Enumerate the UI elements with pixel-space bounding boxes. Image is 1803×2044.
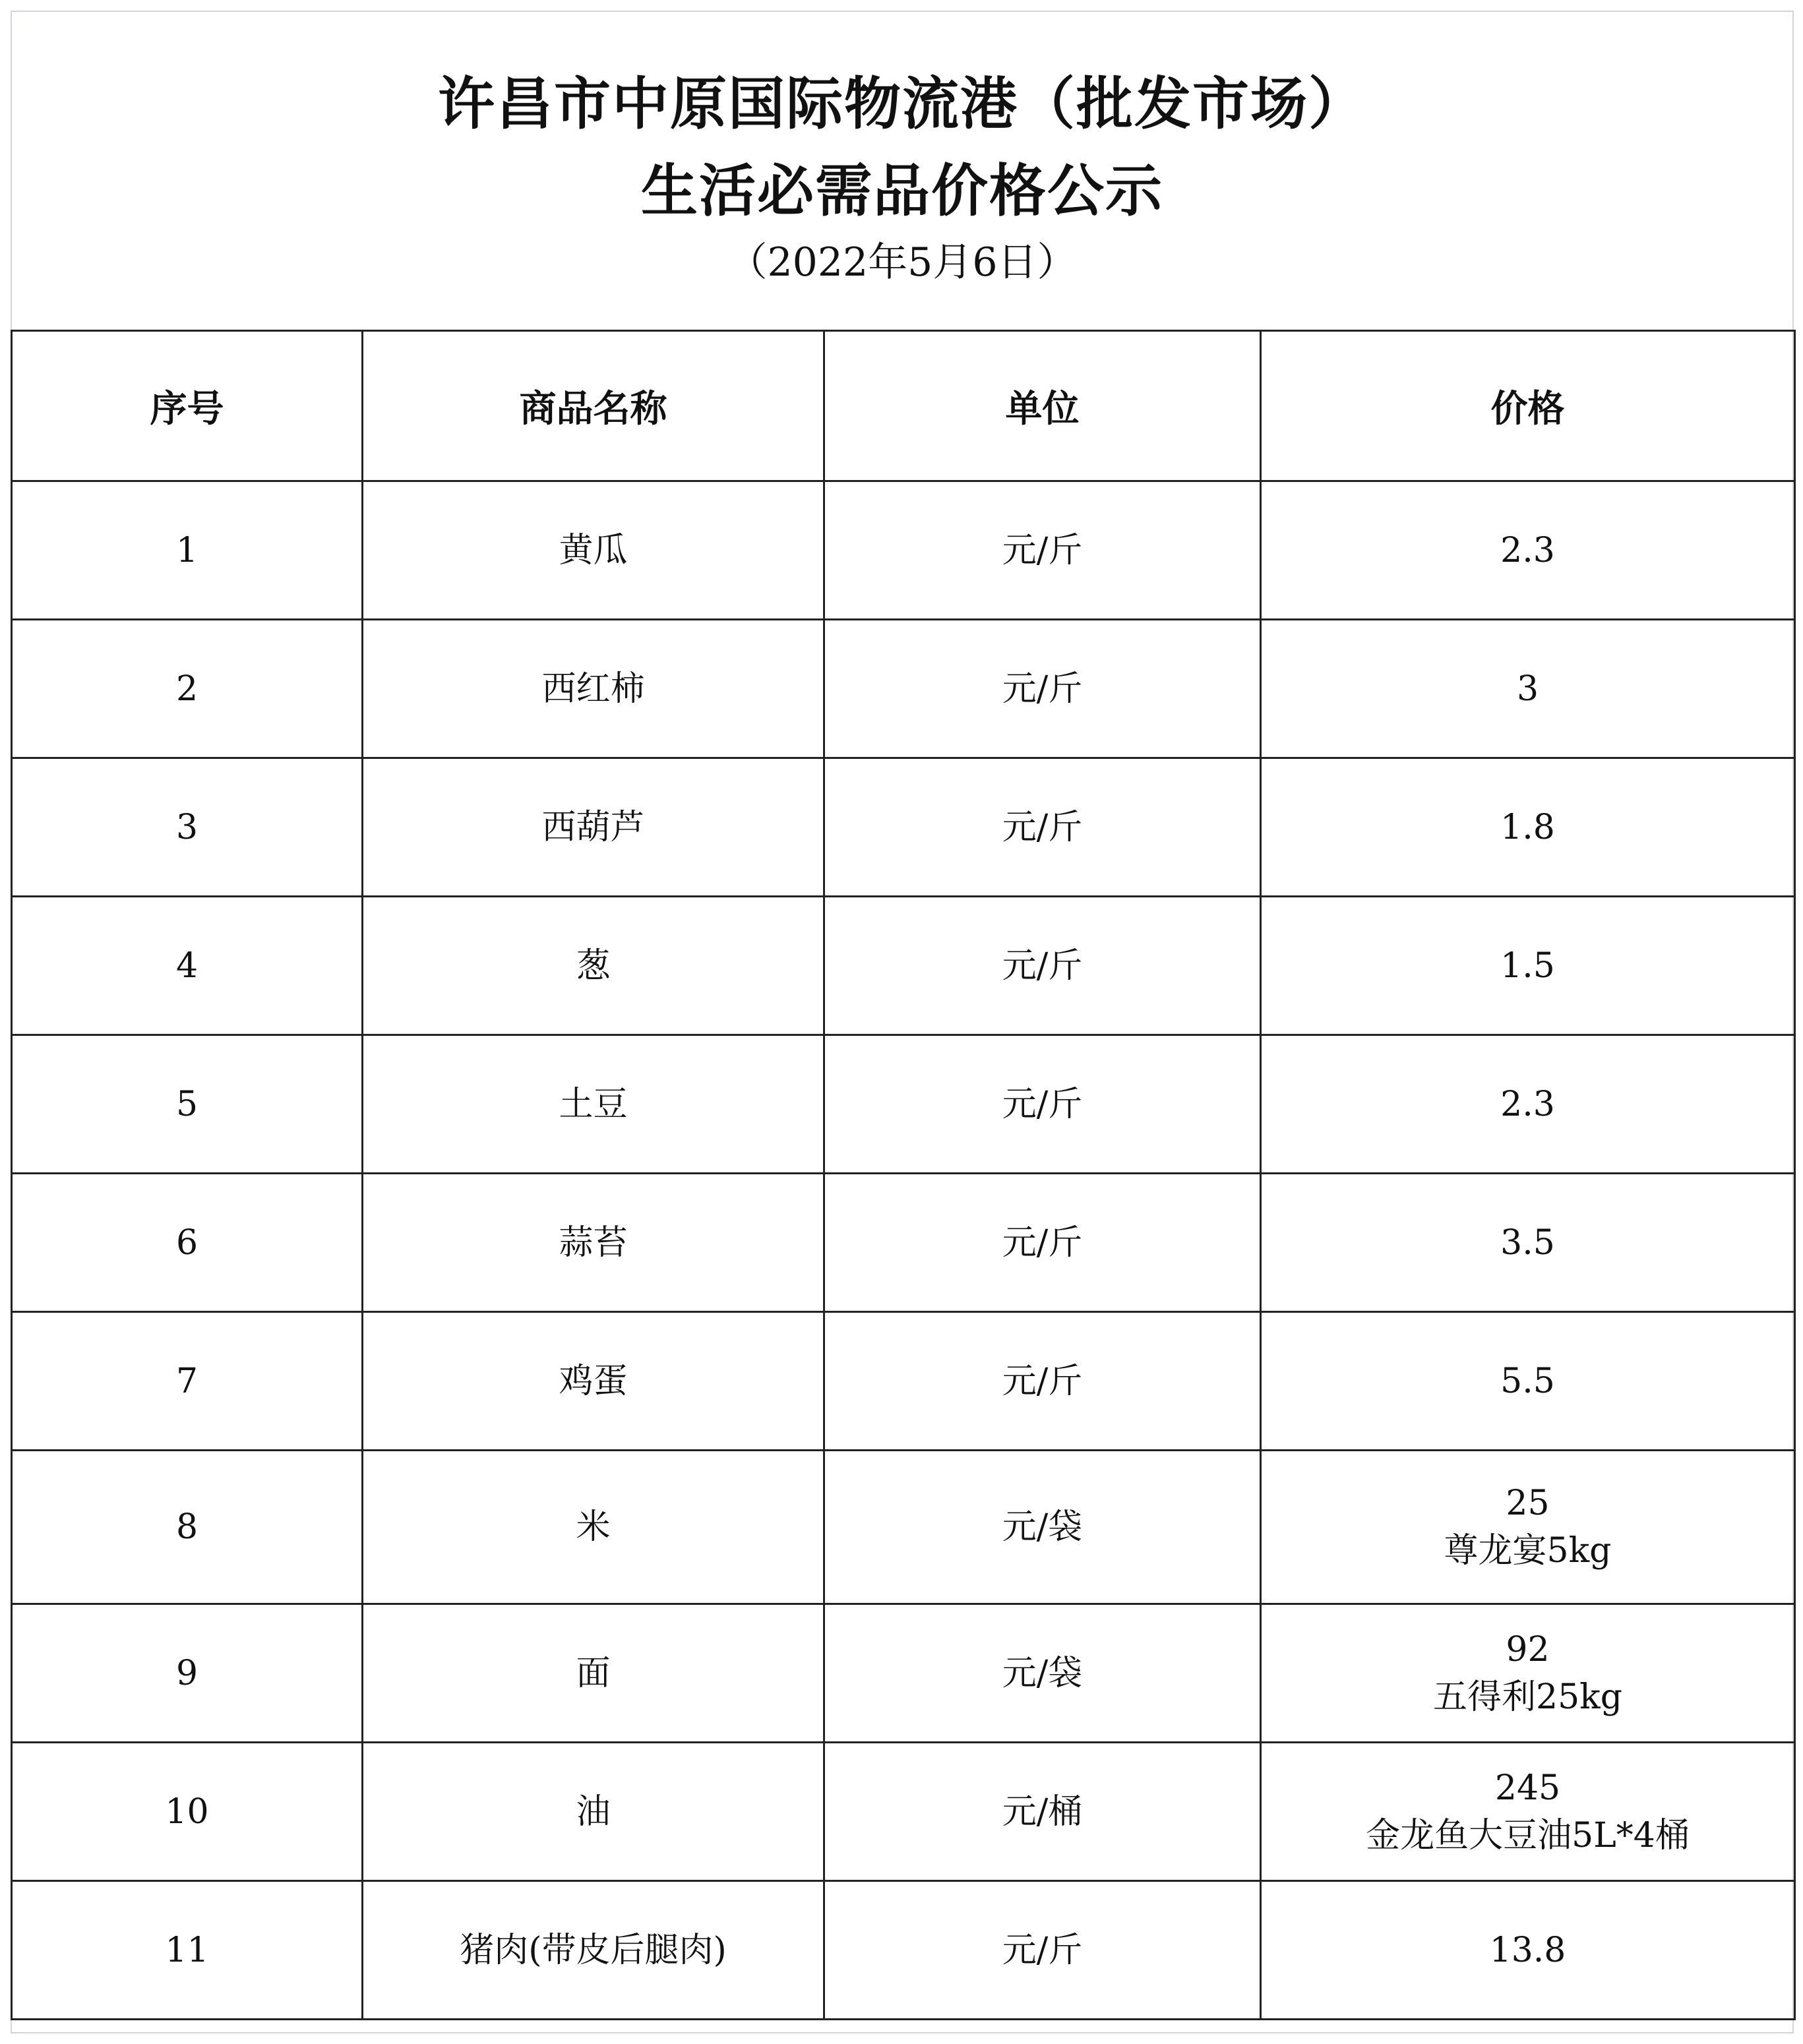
row-price-cell	[1261, 1881, 1795, 2020]
row-unit: 元/斤	[824, 1881, 1261, 2020]
table-row	[12, 897, 1795, 1035]
row-index: 8	[12, 1451, 363, 1604]
row-index: 6	[12, 1174, 363, 1312]
row-unit: 元/斤	[824, 1312, 1261, 1451]
row-price-cell	[1261, 481, 1795, 620]
column-header-name: 商品名称	[363, 331, 824, 481]
row-index: 10	[12, 1743, 363, 1881]
notice-header	[12, 12, 1792, 331]
row-index: 5	[12, 1035, 363, 1174]
notice-title-line-2: 生活必需品价格公示	[641, 158, 1163, 224]
row-unit: 元/斤	[824, 1174, 1261, 1312]
notice-date: （2022年5月6日）	[727, 239, 1077, 286]
table-row	[12, 1604, 1795, 1743]
row-unit: 元/袋	[824, 1604, 1261, 1743]
row-unit: 元/袋	[824, 1451, 1261, 1604]
row-price: 2.3	[1500, 530, 1555, 570]
price-table	[11, 330, 1796, 2020]
row-price: 92	[1506, 1629, 1550, 1669]
row-unit: 元/斤	[824, 897, 1261, 1035]
row-index: 2	[12, 620, 363, 758]
row-price-cell	[1261, 1035, 1795, 1174]
row-price: 1.8	[1500, 807, 1555, 847]
row-name: 土豆	[363, 1035, 824, 1174]
row-name: 面	[363, 1604, 824, 1743]
row-name: 西红柿	[363, 620, 824, 758]
row-price-cell	[1261, 1604, 1795, 1743]
row-unit: 元/桶	[824, 1743, 1261, 1881]
row-price-cell	[1261, 758, 1795, 897]
row-price: 3	[1516, 669, 1539, 709]
column-header-price: 价格	[1261, 331, 1795, 481]
row-unit: 元/斤	[824, 481, 1261, 620]
table-row	[12, 1451, 1795, 1604]
column-header-index: 序号	[12, 331, 363, 481]
row-index: 11	[12, 1881, 363, 2020]
row-price: 13.8	[1489, 1930, 1566, 1970]
row-unit: 元/斤	[824, 1035, 1261, 1174]
row-price-cell	[1261, 620, 1795, 758]
row-price: 245	[1494, 1768, 1561, 1808]
row-unit: 元/斤	[824, 620, 1261, 758]
row-price-cell	[1261, 1451, 1795, 1604]
row-price-note: 金龙鱼大豆油5L*4桶	[1366, 1815, 1690, 1855]
row-name: 葱	[363, 897, 824, 1035]
row-name: 油	[363, 1743, 824, 1881]
table-header-row	[12, 331, 1795, 481]
row-price: 5.5	[1500, 1361, 1555, 1401]
row-name: 米	[363, 1451, 824, 1604]
row-price: 25	[1506, 1484, 1550, 1523]
row-price: 1.5	[1500, 946, 1555, 986]
table-row	[12, 620, 1795, 758]
row-index: 4	[12, 897, 363, 1035]
row-name: 黄瓜	[363, 481, 824, 620]
table-row	[12, 1743, 1795, 1881]
row-unit: 元/斤	[824, 758, 1261, 897]
row-price-cell	[1261, 1743, 1795, 1881]
table-row	[12, 481, 1795, 620]
row-index: 9	[12, 1604, 363, 1743]
row-name: 蒜苔	[363, 1174, 824, 1312]
row-index: 1	[12, 481, 363, 620]
table-row	[12, 1312, 1795, 1451]
column-header-unit: 单位	[824, 331, 1261, 481]
row-name: 猪肉(带皮后腿肉)	[363, 1881, 824, 2020]
row-price-cell	[1261, 1312, 1795, 1451]
notice-title-line-1: 许昌市中原国际物流港（批发市场）	[438, 71, 1366, 137]
table-row	[12, 1035, 1795, 1174]
row-price-cell	[1261, 897, 1795, 1035]
row-price: 2.3	[1500, 1084, 1555, 1124]
row-price-cell	[1261, 1174, 1795, 1312]
row-price-note: 五得利25kg	[1433, 1677, 1622, 1717]
table-row	[12, 1174, 1795, 1312]
row-price: 3.5	[1500, 1222, 1555, 1263]
table-row	[12, 758, 1795, 897]
row-index: 7	[12, 1312, 363, 1451]
price-notice-sheet	[11, 11, 1794, 2033]
row-name: 鸡蛋	[363, 1312, 824, 1451]
row-index: 3	[12, 758, 363, 897]
table-row	[12, 1881, 1795, 2020]
row-name: 西葫芦	[363, 758, 824, 897]
row-price-note: 尊龙宴5kg	[1444, 1531, 1612, 1571]
